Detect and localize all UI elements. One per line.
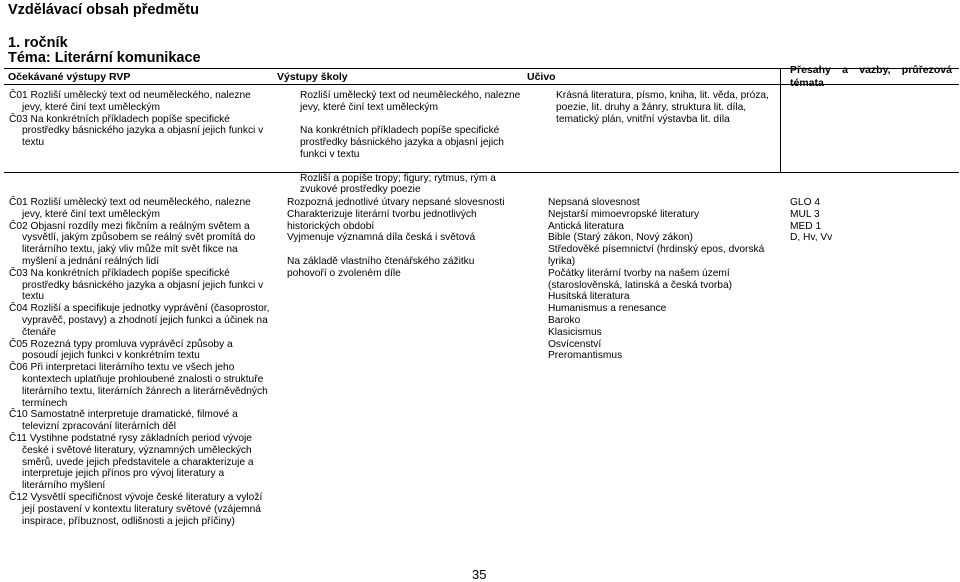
- rvp-item: Č01 Rozliší umělecký text od neuměleckého, nalezne jevy, které činí text uměleckým: [9, 197, 251, 220]
- row1-rvp-cell: [9, 90, 271, 149]
- school-item: Vyjmenuje významná díla česká i světová: [287, 232, 476, 244]
- school-item: Rozpozná jednotlivé útvary nepsané slovesnosti: [287, 197, 505, 208]
- overlap-item: D, Hv, Vv: [790, 232, 833, 244]
- curriculum-item: Středověké písemnictví (hrdinský epos, dvorská lyrika): [548, 244, 765, 267]
- curriculum-item: Antická literatura: [548, 220, 624, 232]
- row2-overlaps-cell: [790, 197, 950, 244]
- page-heading: Vzdělávací obsah předmětu: [8, 2, 199, 18]
- rvp-item: Č04 Rozliší a specifikuje jednotky vyprávění (časoprostor, vypravěč, postavy) a zhodnotí jejich funkci a účinek na čtenáře: [9, 303, 270, 338]
- rvp-item: Č12 Vysvětlí specifičnost vývoje české literatury a vyloží její postavení v kontextu literatury světové (vzájemná inspirace, příbuznost, odlišnosti a jejich příčiny): [9, 491, 263, 527]
- school-item: Rozliší umělecký text od neuměleckého, nalezne jevy, které činí text uměleckým: [300, 90, 521, 113]
- header-curriculum: Učivo: [527, 71, 556, 83]
- page-number: 35: [472, 567, 487, 582]
- header-outputs-rvp: Očekávané výstupy RVP: [8, 71, 131, 83]
- curriculum-item: Bible (Starý zákon, Nový zákon): [548, 232, 693, 244]
- rvp-item: Č11 Vystihne podstatné rysy základních period vývoje české i světové literatury, významných uměleckých směrů, uvede jejich představitele a charakterizuje a interpretuje jejich přínos pro vývoj literatury a literárního myšlení: [9, 432, 254, 492]
- rvp-item: Č01 Rozliší umělecký text od neuměleckého, nalezne jevy, které činí text uměleckým: [9, 90, 251, 113]
- rvp-item: Č10 Samostatně interpretuje dramatické, filmové a televizní zpracování literárních děl: [9, 409, 238, 433]
- school-gap: [287, 244, 509, 256]
- header-outputs-school: Výstupy školy: [277, 71, 348, 83]
- curriculum-item: Preromantismus: [548, 350, 623, 362]
- overlap-item: MUL 3: [790, 208, 820, 220]
- school-gap: [300, 114, 522, 126]
- overlaps-divider: [780, 68, 781, 172]
- school-item: Na konkrétních příkladech popíše specifické prostředky básnického jazyka a objasní jejich funkci v textu: [300, 125, 504, 160]
- header-overlaps: Přesahy a vazby, průřezová témata: [790, 64, 952, 89]
- curriculum-item: Husitská literatura: [548, 291, 630, 303]
- rvp-item: Č02 Objasní rozdíly mezi fikčním a reálným světem a vysvětlí, jakým způsobem se reálný svět promítá do literárního textu, jaký vliv může mít svět fikce na myšlení a jednání reálných lidí: [9, 220, 256, 267]
- curriculum-item: Nepsaná slovesnost: [548, 197, 640, 208]
- curriculum-item: Baroko: [548, 314, 581, 326]
- curriculum-item: Osvícenství: [548, 338, 602, 350]
- overlap-item: MED 1: [790, 220, 822, 232]
- curriculum-item: Nejstarší mimoevropské literatury: [548, 208, 700, 220]
- school-gap: [300, 161, 522, 173]
- year-title: 1. ročník: [8, 35, 68, 51]
- curriculum-item: Krásná literatura, písmo, kniha, lit. věda, próza, poezie, lit. druhy a žánry, struktura lit. díla, tematický plán, vnitřní výstavba lit. díla: [556, 90, 769, 125]
- row2-rvp-cell: [9, 197, 271, 527]
- rvp-item: Č03 Na konkrétních příkladech popíše specifické prostředky básnického jazyka a objasní jejich funkci v textu: [9, 113, 264, 149]
- school-item: Na základě vlastního čtenářského zážitku pohovoří o zvoleném díle: [287, 255, 475, 279]
- rvp-item: Č05 Rozezná typy promluva vyprávěcí způsoby a posoudí jejich funkci v konkrétním textu: [9, 338, 233, 362]
- school-item: Rozliší a popíše tropy; figury; rytmus, rým a zvukové prostředky poezie: [300, 172, 496, 196]
- rvp-item: Č06 Při interpretaci literárního textu ve všech jeho kontextech uplatňuje prohloubené znalosti o struktuře literárního textu, literárních žánrech a literárněvědných termínech: [9, 362, 268, 409]
- school-item: Charakterizuje literární tvorbu jednotlivých historických období: [287, 208, 477, 232]
- row1-school-cell: [300, 90, 522, 196]
- row2-school-cell: [287, 197, 509, 280]
- curriculum-item: Klasicismus: [548, 326, 602, 338]
- rvp-item: Č03 Na konkrétních příkladech popíše specifické prostředky básnického jazyka a objasní jejich funkci v textu: [9, 267, 264, 303]
- curriculum-item: Počátky literární tvorby na našem území (staroslověnská, latinská a česká tvorba): [548, 267, 733, 291]
- overlap-item: GLO 4: [790, 197, 821, 208]
- theme-title: Téma: Literární komunikace: [8, 50, 201, 66]
- row2-curriculum-cell: [548, 197, 776, 362]
- curriculum-item: Humanismus a renesance: [548, 303, 667, 315]
- row1-curriculum-cell: [556, 90, 778, 125]
